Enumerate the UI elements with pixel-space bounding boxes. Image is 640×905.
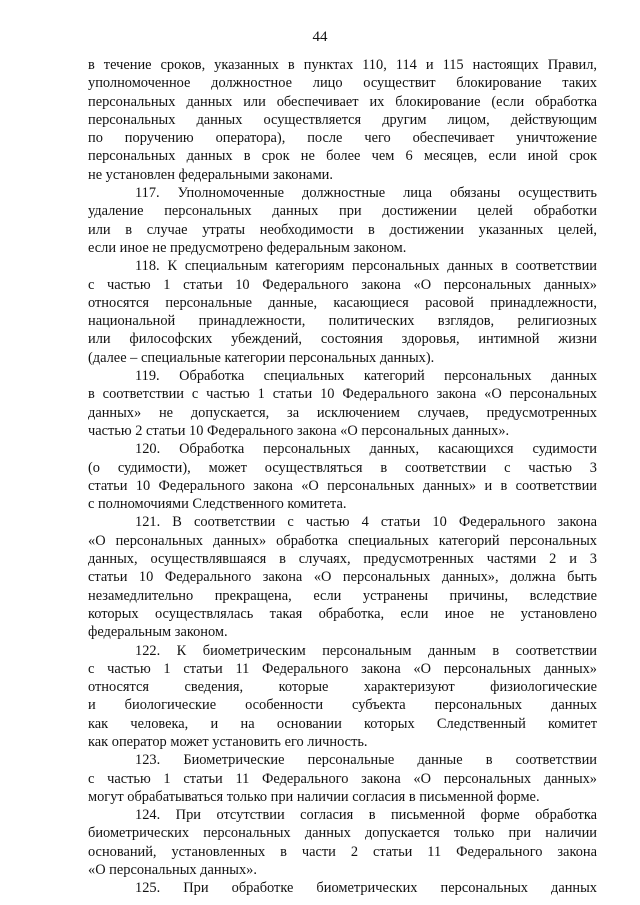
text-line: относятся персональные данные, касающиеся расовой принадлежности, xyxy=(88,294,597,311)
text-line: данных» не допускается, за исключением случаев, предусмотренных xyxy=(88,404,597,421)
text-line: биометрических персональных данных допускается только при наличии xyxy=(88,825,597,842)
text-line: 120. Обработка персональных данных, касающихся судимости xyxy=(135,441,597,458)
text-line: частью 2 статьи 10 Федерального закона «О персональных данных». xyxy=(88,422,510,439)
text-line: удаление персональных данных при достижении целей обработки xyxy=(88,203,597,220)
text-line: не установлен федеральными законами. xyxy=(88,166,333,183)
text-line: или в случае утраты необходимости в достижении указанных целей, xyxy=(88,221,597,238)
page-number: 44 xyxy=(312,29,328,45)
text-line: (далее – специальные категории персональных данных). xyxy=(88,349,435,366)
text-line: относятся сведения, которые характеризуют физиологические xyxy=(88,679,597,696)
text-line: федеральным законом. xyxy=(88,624,228,641)
text-line: национальной принадлежности, политических взглядов, религиозных xyxy=(88,313,597,330)
text-line: с частью 1 статьи 11 Федерального закона «О персональных данных» xyxy=(88,660,597,677)
text-line: «О персональных данных» обработка специальных категорий персональных xyxy=(88,532,597,549)
text-line: по поручению оператора), после чего обеспечивает уничтожение xyxy=(88,130,597,147)
text-line: и биологические особенности субъекта персональных данных xyxy=(88,697,597,714)
text-line: с частью 1 статьи 11 Федерального закона «О персональных данных» xyxy=(88,770,597,787)
text-line: статьи 10 Федерального закона «О персональных данных», должна быть xyxy=(88,569,597,586)
text-line: 124. При отсутствии согласия в письменной форме обработка xyxy=(135,807,597,824)
text-line: 125. При обработке биометрических персональных данных xyxy=(135,880,597,897)
text-line: «О персональных данных». xyxy=(88,862,257,879)
text-line: 122. К биометрическим персональным данным в соответствии xyxy=(135,642,597,659)
text-line: персональных данных или обеспечивает их блокирование (если обработка xyxy=(88,93,597,110)
text-line: 119. Обработка специальных категорий персональных данных xyxy=(135,368,597,385)
text-line: 123. Биометрические персональные данные в соответствии xyxy=(135,752,597,769)
document-body xyxy=(88,56,597,898)
text-line: если иное не предусмотрено федеральным законом. xyxy=(88,239,407,256)
text-line: в течение сроков, указанных в пунктах 110, 114 и 115 настоящих Правил, xyxy=(88,57,597,73)
text-line: с полномочиями Следственного комитета. xyxy=(88,496,347,513)
text-line: 117. Уполномоченные должностные лица обязаны осуществить xyxy=(135,185,597,202)
text-line: персональных данных в срок не более чем 6 месяцев, если иной срок xyxy=(88,148,597,165)
text-line: могут обрабатываться только при наличии согласия в письменной форме. xyxy=(88,788,540,805)
text-line: 118. К специальным категориям персональных данных в соответствии xyxy=(135,258,597,275)
text-line: как человека, и на основании которых Следственный комитет xyxy=(88,715,597,732)
text-line: (о судимости), может осуществляться в соответствии с частью 3 xyxy=(88,459,597,476)
text-line: которых осуществлялась такая обработка, если иное не установлено xyxy=(88,605,597,622)
text-line: оснований, установленных в части 2 статьи 11 Федерального закона xyxy=(88,843,597,860)
text-line: или философских убеждений, состояния здоровья, интимной жизни xyxy=(88,331,597,348)
text-line: персональных данных осуществляется другим лицом, действующим xyxy=(88,111,597,128)
text-line: незамедлительно прекращена, если устранены причины, вследствие xyxy=(88,587,597,604)
text-line: как оператор может установить его личность. xyxy=(88,733,368,750)
text-line: с частью 1 статьи 10 Федерального закона «О персональных данных» xyxy=(88,276,597,293)
text-line: уполномоченное должностное лицо осуществит блокирование таких xyxy=(88,75,597,92)
text-line: 121. В соответствии с частью 4 статьи 10 Федерального закона xyxy=(135,514,597,531)
text-line: статьи 10 Федерального закона «О персональных данных» и в соответствии xyxy=(88,477,597,494)
text-line: в соответствии с частью 1 статьи 10 Федерального закона «О персональных xyxy=(88,386,597,403)
text-line: данных, осуществлявшаяся в случаях, предусмотренных частями 2 и 3 xyxy=(88,551,597,568)
